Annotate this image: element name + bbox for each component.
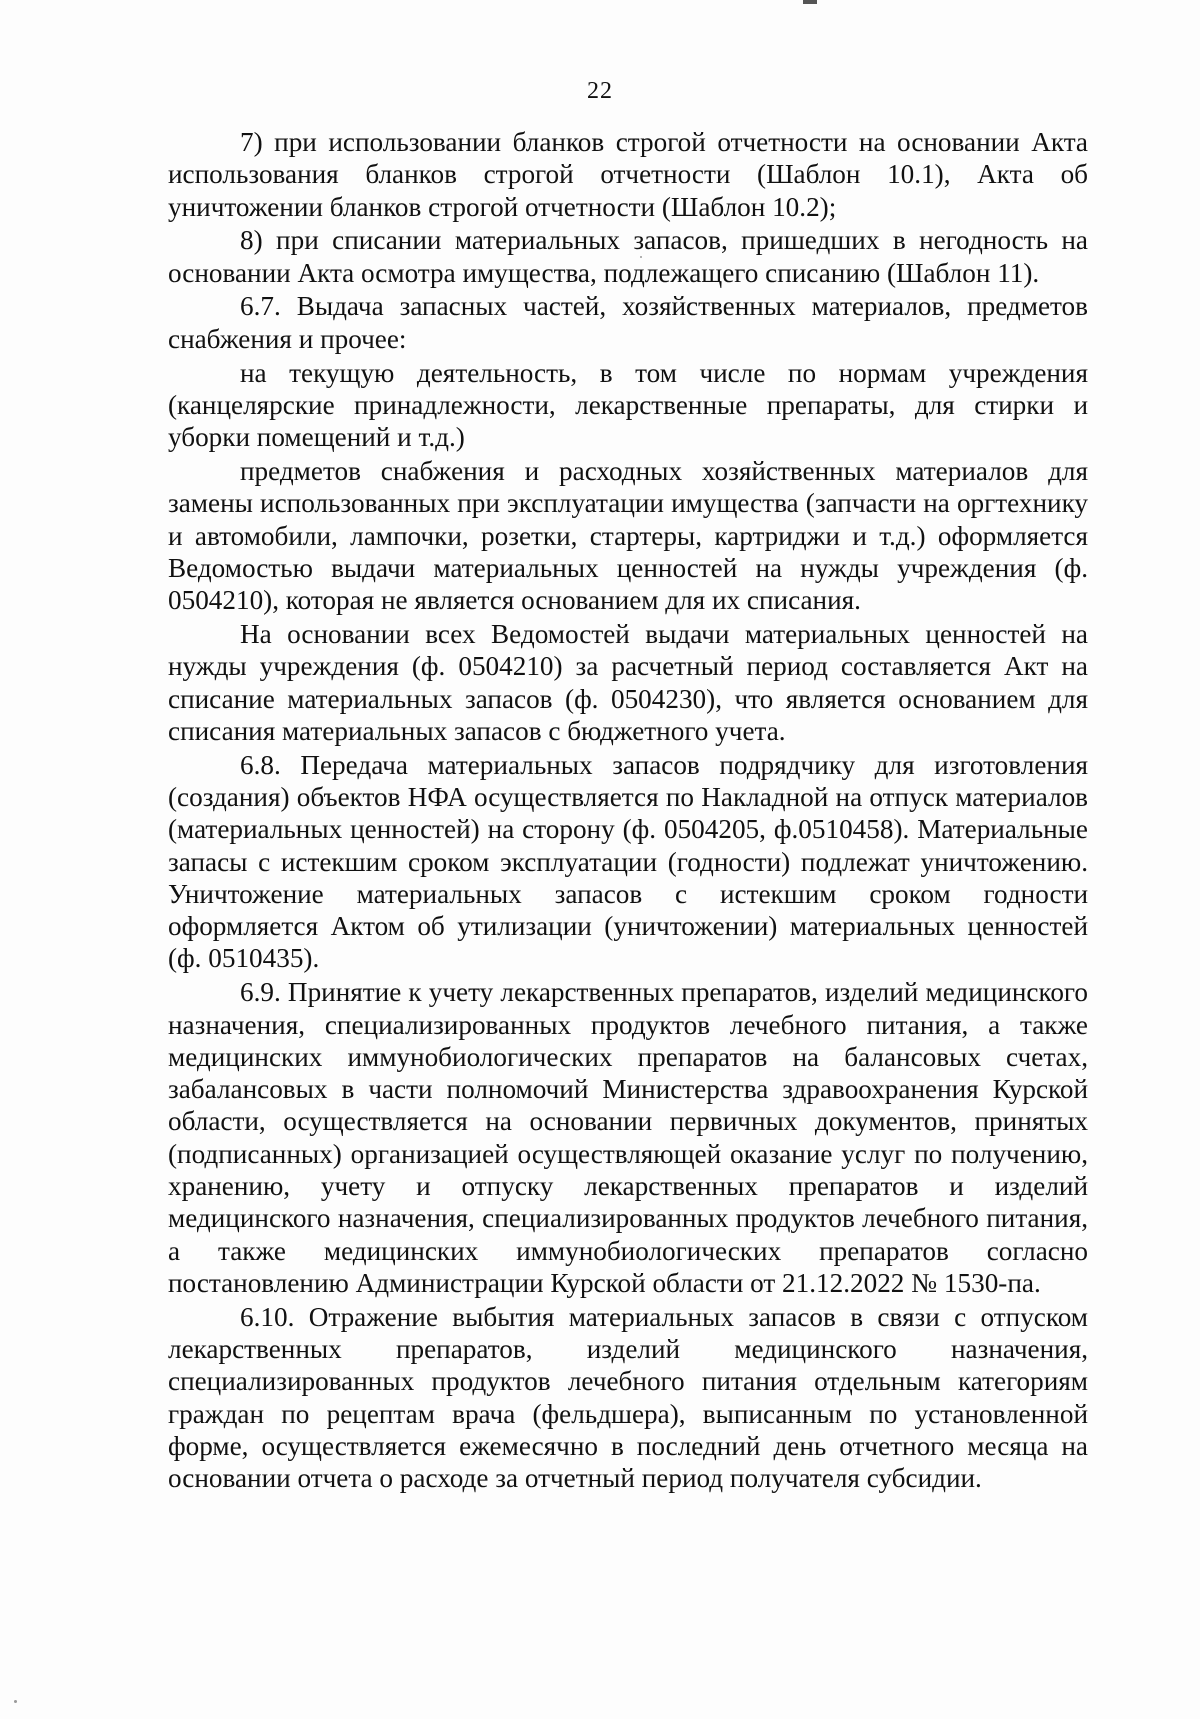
paragraph-section-6-9: 6.9. Принятие к учету лекарственных препаратов, изделий медицинского назначения, специализированных продуктов лечебного питания, а также медицинских иммунобиологических препаратов на балансовых счетах, забалансовых в части полномочий Министерства здравоохранения Курской области, осуществляется на основании первичных документов, принятых (подписанных) организацией осуществляющей оказание услуг по получению, хранению, учету и отпуску лекарственных препаратов и изделий медицинского назначения, специализированных продуктов лечебного питания, а также медицинских иммунобиологических препаратов согласно постановлению Администрации Курской области от 21.12.2022 № 1530-па. [168,977,1088,1298]
scan-speck [640,256,642,258]
scan-speck [14,1700,17,1703]
paragraph-section-6-7: 6.7. Выдача запасных частей, хозяйственных материалов, предметов снабжения и прочее: [168,291,1088,354]
paragraph-item-8: 8) при списании материальных запасов, пришедших в негодность на основании Акта осмотра имущества, подлежащего списанию (Шаблон 11). [168,225,1088,288]
scan-mark [803,0,817,4]
page-number: 22 [587,78,613,104]
paragraph-section-6-8: 6.8. Передача материальных запасов подрядчику для изготовления (создания) объектов НФА осуществляется по Накладной на отпуск материалов (материальных ценностей) на сторону (ф. 0504205, ф.0510458). Материальные запасы с истекшим сроком эксплуатации (годности) подлежат уничтожению. Уничтожение материальных запасов с истекшим сроком годности оформляется Актом об утилизации (уничтожении) материальных ценностей (ф. 0510435). [168,749,1088,974]
paragraph-supplies-replacement: предметов снабжения и расходных хозяйственных материалов для замены использованных при эксплуатации имущества (запчасти на оргтехнику и автомобили, лампочки, розетки, стартеры, картриджи и т.д.) оформляется Ведомостью выдачи материальных ценностей на нужды учреждения (ф. 0504210), которая не является основанием для их списания. [168,455,1088,616]
paragraph-section-6-10: 6.10. Отражение выбытия материальных запасов в связи с отпуском лекарственных препаратов, изделий медицинского назначения, специализированных продуктов лечебного питания отдельным категориям граждан по рецептам врача (фельдшера), выписанным по установленной форме, осуществляется ежемесячно в последний день отчетного месяца на основании отчета о расходе за отчетный период получателя субсидии. [168,1301,1088,1494]
paragraph-current-activity: на текущую деятельность, в том числе по нормам учреждения (канцелярские принадлежности, лекарственные препараты, для стирки и уборки помещений и т.д.) [168,357,1088,453]
paragraph-item-7: 7) при использовании бланков строгой отчетности на основании Акта использования бланков строгой отчетности (Шаблон 10.1), Акта об уничтожении бланков строгой отчетности (Шаблон 10.2); [168,127,1088,222]
paragraph-writeoff-act: На основании всех Ведомостей выдачи материальных ценностей на нужды учреждения (ф. 0504210) за расчетный период составляется Акт на списание материальных запасов (ф. 0504230), что является основанием для списания материальных запасов с бюджетного учета. [168,618,1088,746]
document-body [168,126,1088,1494]
